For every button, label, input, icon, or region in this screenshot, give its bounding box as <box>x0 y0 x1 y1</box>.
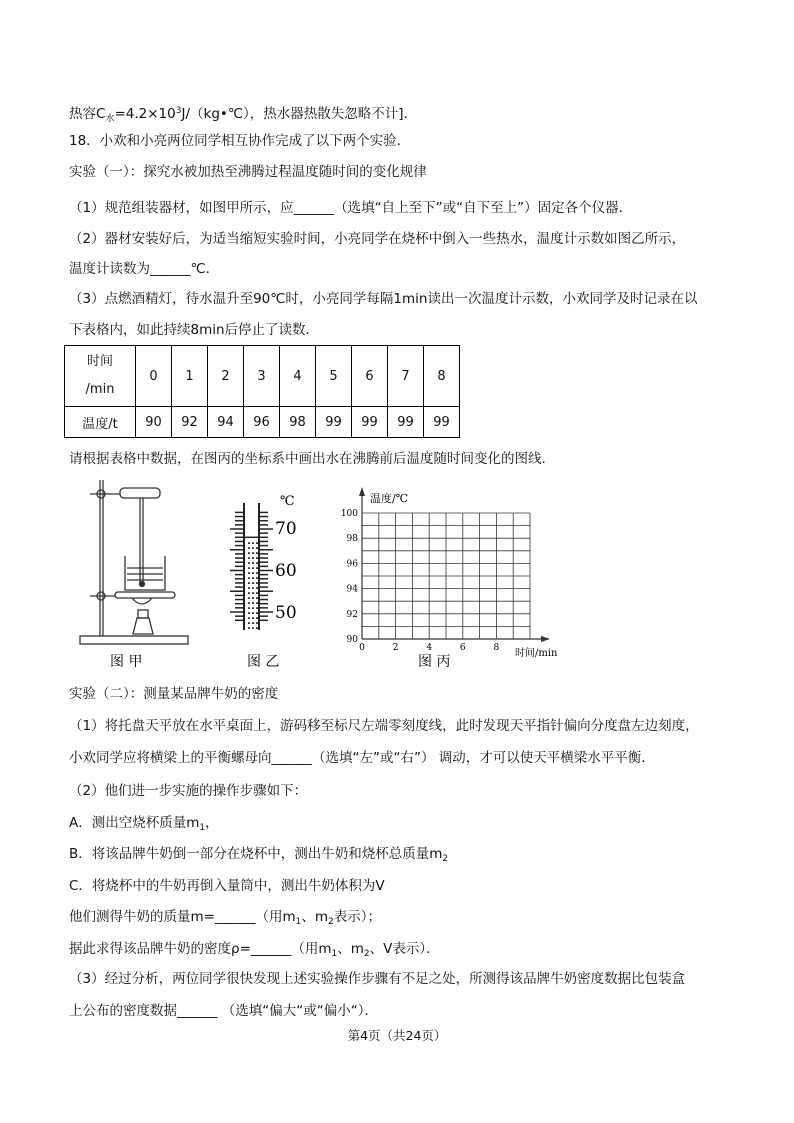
graph-instruction: 请根据表格中数据，在图丙的坐标系中画出水在沸腾前后温度随时间变化的图线． <box>69 451 555 467</box>
exp2-step2: （2）他们进一步实施的操作步骤如下： <box>69 783 308 799</box>
x-tick-label: 8 <box>493 643 500 653</box>
page-footer: 第4页（共24页） <box>347 1028 447 1043</box>
table-cell: 7 <box>388 346 424 407</box>
thermometer-figure <box>230 503 273 630</box>
data-table <box>64 345 460 438</box>
graph-x-label: 时间/min <box>515 648 558 659</box>
apparatus-figure <box>80 480 188 644</box>
thermometer-label-70: 70 <box>275 519 297 539</box>
table-cell: 4 <box>280 346 316 407</box>
table-cell: 99 <box>316 407 352 438</box>
time-header: 时间 /min <box>65 346 136 407</box>
step-c: C．将烧杯中的牛奶再倒入量筒中，测出牛奶体积为V <box>69 878 385 894</box>
figure-yi-caption: 图 乙 <box>247 654 280 670</box>
exp1-step2: （2）器材安装好后，为适当缩短实验时间，小亮同学在烧杯中倒入一些热水，温度计示数如图乙所示， <box>69 231 686 247</box>
figure-jia-caption: 图 甲 <box>110 654 143 670</box>
figure-bing-caption: 图 丙 <box>418 654 451 670</box>
y-tick-label: 96 <box>346 559 358 570</box>
table-cell: 3 <box>244 346 280 407</box>
table-cell: 6 <box>352 346 388 407</box>
table-cell: 99 <box>424 407 460 438</box>
table-cell: 0 <box>136 346 172 407</box>
exp1-step3-cont: 下表格内，如此持续8min后停止了读数． <box>69 322 320 338</box>
exp2-step3: （3）经过分析，两位同学很快发现上述实验操作步骤有不足之处，所测得该品牌牛奶密度数据比包装盒 <box>69 971 686 987</box>
x-tick-label: 4 <box>426 643 433 653</box>
line-heat-capacity: 热容$C_水=4.2\times 10^3J/(kg•℃)$，热水器热散失忽略不计]. <box>69 106 408 124</box>
y-tick-label: 92 <box>346 609 358 620</box>
exp2-step1: （1）将托盘天平放在水平桌面上，游码移至标尺左端零刻度线，此时发现天平指针偏向分度盘左边刻度， <box>69 718 699 734</box>
table-cell: 96 <box>244 407 280 438</box>
step-a: A．测出空烧杯质量$m_1$， <box>69 815 219 833</box>
figures <box>60 470 570 680</box>
graph-grid <box>359 487 550 642</box>
thermometer-label-50: 50 <box>275 603 297 623</box>
y-tick-label: 90 <box>346 635 358 645</box>
table-cell: 8 <box>424 346 460 407</box>
exp1-step3: （3）点燃酒精灯，待水温升至90℃时，小亮同学每隔1min读出一次温度计示数，小欢同学及时记录在以 <box>69 291 698 307</box>
x-tick-label: 2 <box>392 643 399 653</box>
thermometer-unit: ℃ <box>280 494 295 509</box>
mass-question: 他们测得牛奶的质量m=______（用$m_1$、$m_2$表示）； <box>69 909 381 927</box>
thermometer-label-60: 60 <box>275 561 297 581</box>
table-cell: 94 <box>208 407 244 438</box>
y-tick-label: 98 <box>346 534 358 545</box>
table-row <box>65 407 460 438</box>
table-cell: 90 <box>136 407 172 438</box>
table-cell: 99 <box>352 407 388 438</box>
exp2-step1-cont: 小欢同学应将横梁上的平衡螺母向______（选填“左”或“右”） 调动，才可以使天平横梁水平平衡． <box>69 750 655 766</box>
temp-header: 温度/t <box>65 407 136 438</box>
step-b: B．将该品牌牛奶倒一部分在烧杯中，测出牛奶和烧杯总质量$m_2$ <box>69 846 449 864</box>
y-tick-label: 100 <box>340 509 358 519</box>
y-tick-label: 94 <box>346 584 358 595</box>
table-cell: 5 <box>316 346 352 407</box>
table-cell: 99 <box>388 407 424 438</box>
table-cell: 1 <box>172 346 208 407</box>
table-cell: 2 <box>208 346 244 407</box>
x-tick-label: 0 <box>359 643 365 653</box>
question-18-title: 18．小欢和小亮两位同学相互协作完成了以下两个实验． <box>69 133 411 149</box>
experiment-1-heading: 实验（一）：探究水被加热至沸腾过程温度随时间的变化规律 <box>69 164 427 180</box>
x-tick-label: 6 <box>459 643 466 653</box>
table-cell: 92 <box>172 407 208 438</box>
table-cell: 98 <box>280 407 316 438</box>
density-question: 据此求得该品牌牛奶的密度ρ=______（用$m_1$、$m_2$、V表示）． <box>69 941 440 959</box>
experiment-2-heading: 实验（二）：测量某品牌牛奶的密度 <box>69 686 279 702</box>
exp1-step2-cont: 温度计读数为______℃． <box>69 261 220 277</box>
graph-y-label: 温度/℃ <box>370 492 409 505</box>
table-row <box>65 346 460 407</box>
exp2-step3-cont: 上公布的密度数据______ （选填“偏大“或“偏小“）． <box>69 1003 379 1019</box>
exp1-step1: （1）规范组装器材，如图甲所示，应______（选填“自上至下”或“自下至上”）固定各个仪器． <box>69 200 633 216</box>
